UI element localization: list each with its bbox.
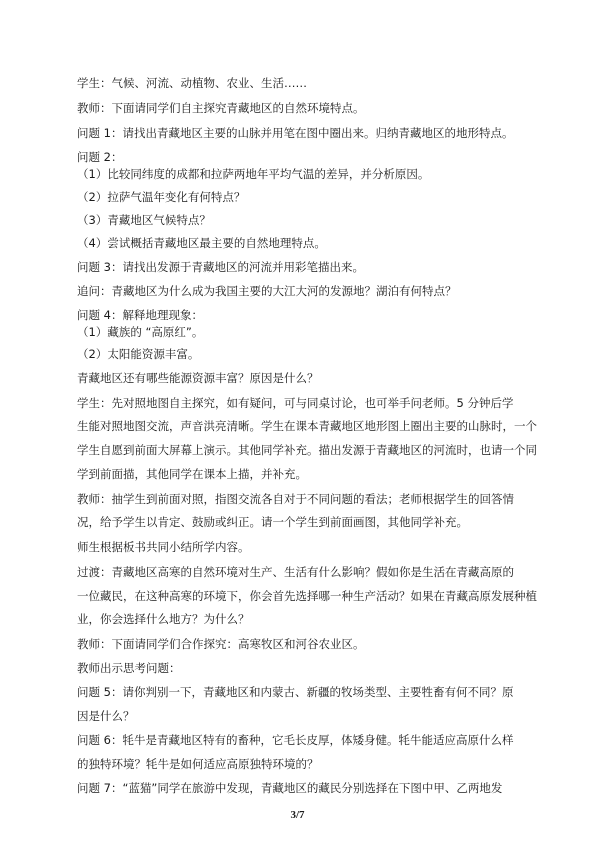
text-line: 教师：抽学生到前面对照，指图交流各自对于不同问题的看法；老师根据学生的回答情 bbox=[77, 492, 514, 506]
text-line: 问题 2： bbox=[77, 150, 123, 164]
text-line: （3）青藏地区气候特点？ bbox=[77, 213, 211, 227]
text-line: （2）太阳能资源丰富。 bbox=[77, 347, 200, 361]
text-line: 问题 1：请找出青藏地区主要的山脉并用笔在图中圈出来。归纳青藏地区的地形特点。 bbox=[77, 126, 514, 140]
text-line: 况，给予学生以肯定、鼓励或纠正。请一个学生到前面画图，其他同学补充。 bbox=[77, 515, 468, 529]
text-line: 因是什么？ bbox=[77, 709, 135, 723]
text-line: 师生根据板书共同小结所学内容。 bbox=[77, 540, 250, 554]
text-line: 青藏地区还有哪些能源资源丰富？原因是什么？ bbox=[77, 371, 319, 385]
text-line: 学生自愿到前面大屏幕上演示。其他同学补充。描出发源于青藏地区的河流时，也请一个同 bbox=[77, 443, 537, 457]
text-line: 过渡：青藏地区高寒的自然环境对生产、生活有什么影响？假如你是生活在青藏高原的 bbox=[77, 565, 514, 579]
text-line: （2）拉萨气温年变化有何特点？ bbox=[77, 190, 246, 204]
text-line: 学到前面描，其他同学在课本上描，并补充。 bbox=[77, 467, 307, 481]
text-line: 业，你会选择什么地方？为什么？ bbox=[77, 612, 250, 626]
text-line: 生能对照地图交流，声音洪亮清晰。学生在课本青藏地区地形图上圈出主要的山脉时，一个 bbox=[77, 419, 537, 433]
text-line: 问题 5：请你判别一下，青藏地区和内蒙古、新疆的牧场类型、主要牲畜有何不同？原 bbox=[77, 685, 514, 699]
text-line: 问题 7：“蓝猫”同学在旅游中发现，青藏地区的藏民分别选择在下图中甲、乙两地发 bbox=[77, 781, 503, 795]
text-line: 问题 3：请找出发源于青藏地区的河流并用彩笔描出来。 bbox=[77, 260, 364, 274]
text-line: 的独特环境？牦牛是如何适应高原独特环境的？ bbox=[77, 757, 319, 771]
text-line: 教师：下面请同学们合作探究：高寒牧区和河谷农业区。 bbox=[77, 637, 365, 651]
text-line: 教师出示思考问题： bbox=[77, 661, 181, 675]
text-line: 学生：先对照地图自主探究，如有疑问，可与同桌讨论，也可举手问老师。5 分钟后学 bbox=[77, 396, 514, 410]
text-line: 一位藏民，在这种高寒的环境下，你会首先选择哪一种生产活动？如果在青藏高原发展种植 bbox=[77, 589, 537, 603]
text-line: （1）比较同纬度的成都和拉萨两地年平均气温的差异，并分析原因。 bbox=[77, 167, 430, 181]
text-line: 追问：青藏地区为什么成为我国主要的大江大河的发源地？湖泊有何特点？ bbox=[77, 284, 457, 298]
text-line: 问题 4：解释地理现象： bbox=[77, 308, 203, 322]
page-number: 3/7 bbox=[290, 809, 305, 821]
text-line: 学生：气候、河流、动植物、农业、生活…… bbox=[77, 76, 307, 90]
text-line: （4）尝试概括青藏地区最主要的自然地理特点。 bbox=[77, 236, 326, 250]
text-line: 问题 6：牦牛是青藏地区特有的畜种，它毛长皮厚，体矮身健。牦牛能适应高原什么样 bbox=[77, 733, 514, 747]
text-line: 教师：下面请同学们自主探究青藏地区的自然环境特点。 bbox=[77, 101, 365, 115]
text-line: （1）藏族的 “高原红”。 bbox=[77, 325, 204, 339]
